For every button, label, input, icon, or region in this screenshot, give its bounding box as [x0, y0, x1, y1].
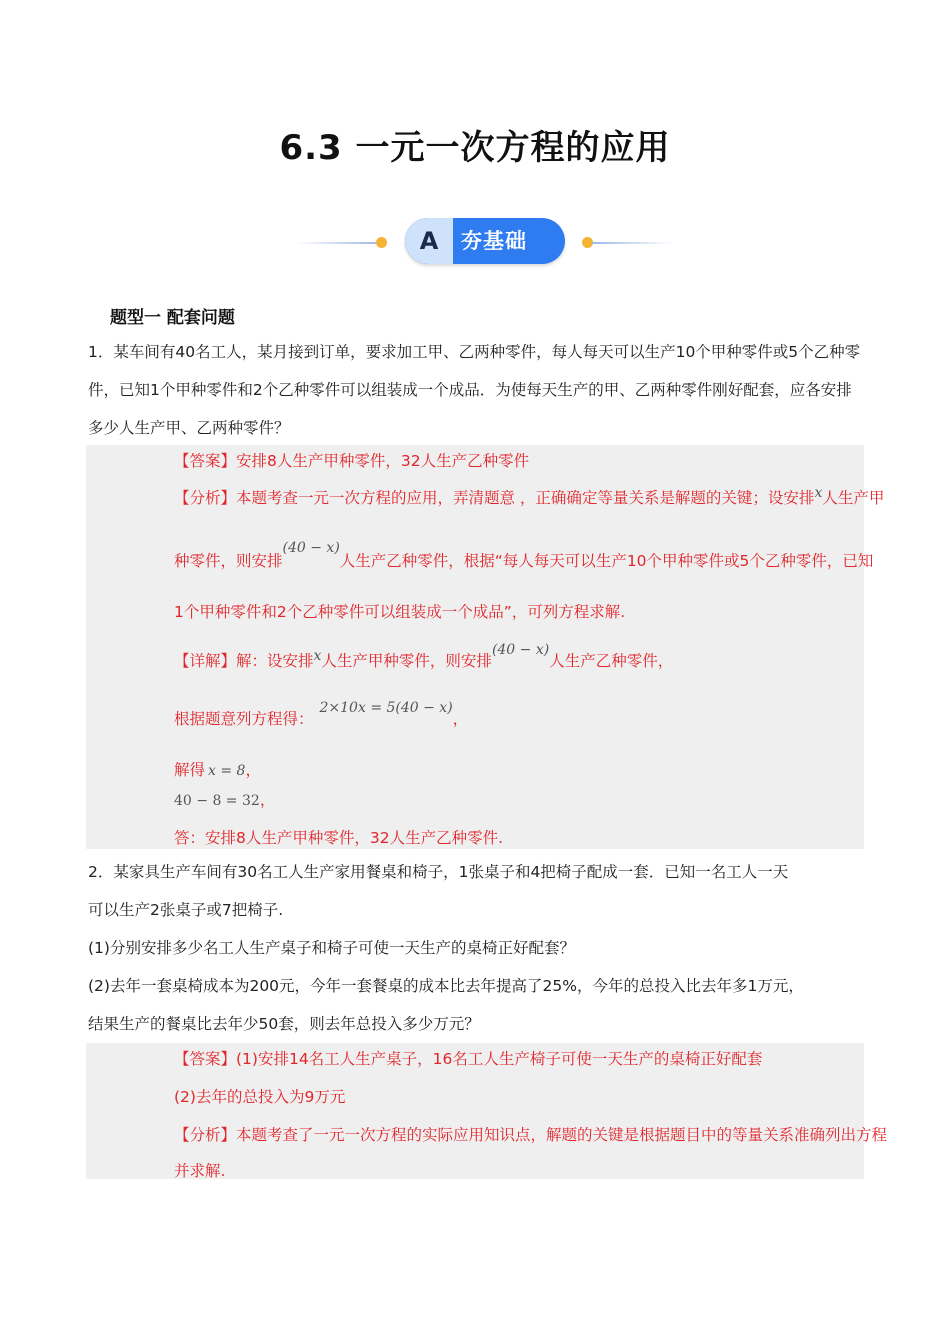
banner-letter: A [405, 218, 453, 264]
q1-calc-line [174, 788, 275, 810]
question-2-part2-line2: 结果生产的餐桌比去年少50套，则去年总投入多少万元？ [88, 1015, 480, 1033]
q1-analysis-line3: 1个甲种零件和2个乙种零件可以组装成一个成品”，可列方程求解. [174, 603, 626, 621]
question-1-solution-box [86, 445, 885, 849]
q2-analysis-line1: 【分析】本题考查了一元一次方程的实际应用知识点，解题的关键是根据题目中的等量关系准确列出方程 [174, 1126, 888, 1144]
q2-analysis-line2: 并求解. [174, 1162, 226, 1180]
q1-analysis-line2 [174, 540, 874, 571]
banner-left-line [296, 242, 378, 244]
q1-equation-line [174, 700, 469, 729]
q1-analysis-text-2b: 人生产乙种零件，根据“每人每天可以生产10个甲种零件或5个乙种零件，已知 [339, 552, 874, 570]
q1-solve-end: ， [245, 761, 261, 779]
q1-detail-text-a: 【详解】解：设安排 [174, 652, 314, 670]
q1-equation-label: 根据题意列方程得： [174, 710, 314, 728]
question-2-part1: (1)分别安排多少名工人生产桌子和椅子可使一天生产的桌椅正好配套？ [88, 939, 575, 957]
question-2-text-line2: 可以生产2张桌子或7把椅子. [88, 901, 284, 919]
q1-solve-line [174, 758, 261, 780]
q1-analysis-text-2a: 种零件，则安排 [174, 552, 283, 570]
section-banner [290, 218, 680, 268]
q1-analysis-math-2: (40 − x) [282, 540, 340, 556]
q1-detail-math-2: (40 − x) [491, 642, 550, 658]
q1-analysis-text-1a: 【分析】本题考查一元一次方程的应用，弄清题意 ，正确确定等量关系是解题的关键；设安排 [174, 489, 815, 507]
q1-solve-math: x = 8 [208, 763, 246, 779]
question-2-part2-line1: (2)去年一套桌椅成本为200元，今年一套餐桌的成本比去年提高了25%，今年的总投入比去年多1万元， [88, 977, 804, 995]
q2-answer-1: 【答案】(1)安排14名工人生产桌子，16名工人生产椅子可使一天生产的桌椅正好配套 [174, 1050, 763, 1068]
q1-detail-text-c: 人生产乙种零件， [549, 652, 674, 670]
question-1-text: 1．某车间有40名工人，某月接到订单，要求加工甲、乙两种零件，每人每天可以生产10个甲种零件或5个乙种零件，已知1个甲种零件和2个乙种零件可以组装成一个成品．为使每天生产的甲、乙两种零件刚好配套，应各安排多少人生产甲、乙两种零件？ [88, 343, 861, 437]
banner-label: 夯基础 [461, 229, 527, 253]
q1-detail-math-1: x [313, 648, 322, 664]
q1-calc-math: 40 − 8 = 32 [174, 793, 260, 809]
q1-analysis-text-1b: 人生产甲 [822, 489, 885, 507]
q2-answer-2: (2)去年的总投入为9万元 [174, 1088, 346, 1106]
banner-left-dot [376, 237, 387, 248]
q1-detail-text-b: 人生产甲种零件，则安排 [321, 652, 492, 670]
q1-detail-line [174, 642, 674, 671]
page-title: 6.3 一元一次方程的应用 [279, 128, 671, 168]
q1-equation-end: ， [452, 710, 469, 728]
banner-pill [405, 218, 565, 264]
q1-analysis-line1 [174, 486, 884, 508]
q1-answer: 【答案】安排8人生产甲种零件，32人生产乙种零件 [174, 452, 530, 470]
banner-right-line [592, 242, 674, 244]
q1-calc-end: ， [259, 791, 276, 809]
q1-solve-label: 解得 [174, 761, 206, 779]
q1-analysis-math-1: x [814, 485, 823, 501]
q1-final-answer: 答：安排8人生产甲种零件，32人生产乙种零件. [174, 829, 504, 847]
section-heading: 题型一 配套问题 [110, 308, 235, 328]
q1-equation-math: 2×10x = 5(40 − x) [319, 700, 453, 716]
question-2-text-line1: 2．某家具生产车间有30名工人生产家用餐桌和椅子，1张桌子和4把椅子配成一套．已知一名工人一天 [88, 863, 789, 881]
question-2-solution-box [86, 1043, 888, 1180]
